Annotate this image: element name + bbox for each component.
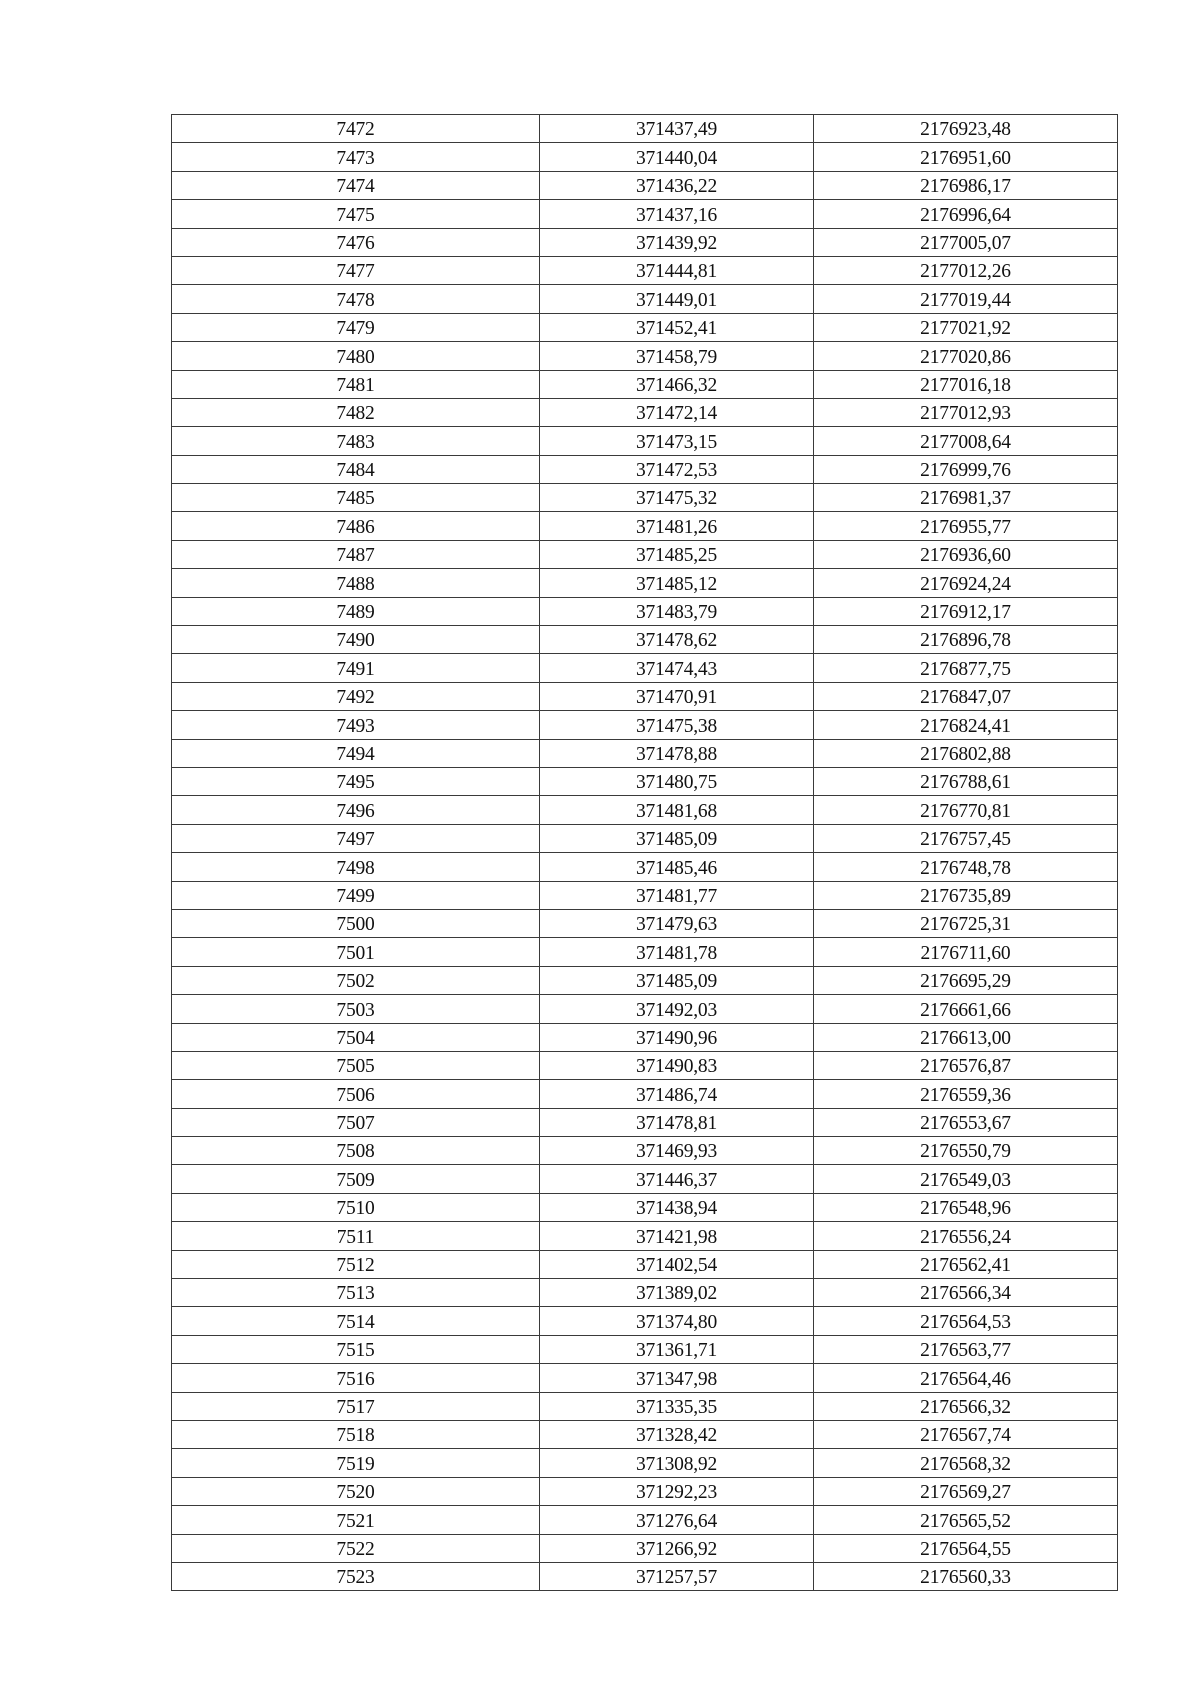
x-coordinate-cell: 371440,04 <box>540 143 814 171</box>
table-row <box>172 1193 1118 1221</box>
point-number-cell: 7513 <box>172 1279 540 1307</box>
x-coordinate-cell: 371361,71 <box>540 1335 814 1363</box>
x-coordinate-cell: 371438,94 <box>540 1193 814 1221</box>
table-row <box>172 171 1118 199</box>
table-row <box>172 1080 1118 1108</box>
table-row <box>172 484 1118 512</box>
y-coordinate-cell: 2176757,45 <box>814 824 1118 852</box>
x-coordinate-cell: 371449,01 <box>540 285 814 313</box>
y-coordinate-cell: 2176566,32 <box>814 1392 1118 1420</box>
point-number-cell: 7520 <box>172 1477 540 1505</box>
table-row <box>172 1165 1118 1193</box>
x-coordinate-cell: 371452,41 <box>540 313 814 341</box>
x-coordinate-cell: 371483,79 <box>540 597 814 625</box>
y-coordinate-cell: 2176565,52 <box>814 1506 1118 1534</box>
y-coordinate-cell: 2177016,18 <box>814 370 1118 398</box>
x-coordinate-cell: 371478,81 <box>540 1108 814 1136</box>
point-number-cell: 7503 <box>172 995 540 1023</box>
table-row <box>172 881 1118 909</box>
y-coordinate-cell: 2176548,96 <box>814 1193 1118 1221</box>
table-row <box>172 1449 1118 1477</box>
y-coordinate-cell: 2176556,24 <box>814 1222 1118 1250</box>
table-row <box>172 654 1118 682</box>
table-row <box>172 938 1118 966</box>
point-number-cell: 7487 <box>172 540 540 568</box>
y-coordinate-cell: 2176562,41 <box>814 1250 1118 1278</box>
point-number-cell: 7510 <box>172 1193 540 1221</box>
y-coordinate-cell: 2176567,74 <box>814 1420 1118 1448</box>
point-number-cell: 7473 <box>172 143 540 171</box>
y-coordinate-cell: 2176877,75 <box>814 654 1118 682</box>
y-coordinate-cell: 2176711,60 <box>814 938 1118 966</box>
x-coordinate-cell: 371490,83 <box>540 1051 814 1079</box>
point-number-cell: 7523 <box>172 1562 540 1590</box>
y-coordinate-cell: 2176986,17 <box>814 171 1118 199</box>
y-coordinate-cell: 2177021,92 <box>814 313 1118 341</box>
x-coordinate-cell: 371475,38 <box>540 711 814 739</box>
y-coordinate-cell: 2176923,48 <box>814 115 1118 143</box>
y-coordinate-cell: 2177008,64 <box>814 427 1118 455</box>
x-coordinate-cell: 371486,74 <box>540 1080 814 1108</box>
table-row <box>172 626 1118 654</box>
x-coordinate-cell: 371485,09 <box>540 824 814 852</box>
table-row <box>172 256 1118 284</box>
y-coordinate-cell: 2176748,78 <box>814 853 1118 881</box>
point-number-cell: 7495 <box>172 767 540 795</box>
y-coordinate-cell: 2177020,86 <box>814 342 1118 370</box>
y-coordinate-cell: 2177019,44 <box>814 285 1118 313</box>
y-coordinate-cell: 2176560,33 <box>814 1562 1118 1590</box>
table-row <box>172 342 1118 370</box>
y-coordinate-cell: 2176788,61 <box>814 767 1118 795</box>
x-coordinate-cell: 371478,88 <box>540 739 814 767</box>
y-coordinate-cell: 2176951,60 <box>814 143 1118 171</box>
table-row <box>172 569 1118 597</box>
point-number-cell: 7472 <box>172 115 540 143</box>
point-number-cell: 7504 <box>172 1023 540 1051</box>
x-coordinate-cell: 371276,64 <box>540 1506 814 1534</box>
table-row <box>172 143 1118 171</box>
point-number-cell: 7500 <box>172 909 540 937</box>
table-row <box>172 1137 1118 1165</box>
x-coordinate-cell: 371481,78 <box>540 938 814 966</box>
table-row <box>172 1250 1118 1278</box>
y-coordinate-cell: 2177012,26 <box>814 256 1118 284</box>
table-row <box>172 540 1118 568</box>
x-coordinate-cell: 371485,12 <box>540 569 814 597</box>
x-coordinate-cell: 371469,93 <box>540 1137 814 1165</box>
x-coordinate-cell: 371446,37 <box>540 1165 814 1193</box>
point-number-cell: 7507 <box>172 1108 540 1136</box>
table-row <box>172 597 1118 625</box>
point-number-cell: 7508 <box>172 1137 540 1165</box>
point-number-cell: 7522 <box>172 1534 540 1562</box>
point-number-cell: 7496 <box>172 796 540 824</box>
coordinates-table-body <box>172 115 1118 1591</box>
point-number-cell: 7489 <box>172 597 540 625</box>
point-number-cell: 7498 <box>172 853 540 881</box>
x-coordinate-cell: 371474,43 <box>540 654 814 682</box>
y-coordinate-cell: 2176802,88 <box>814 739 1118 767</box>
y-coordinate-cell: 2176936,60 <box>814 540 1118 568</box>
table-row <box>172 370 1118 398</box>
point-number-cell: 7482 <box>172 398 540 426</box>
table-row <box>172 853 1118 881</box>
table-row <box>172 711 1118 739</box>
table-row <box>172 995 1118 1023</box>
table-row <box>172 767 1118 795</box>
y-coordinate-cell: 2176564,55 <box>814 1534 1118 1562</box>
table-row <box>172 455 1118 483</box>
x-coordinate-cell: 371470,91 <box>540 682 814 710</box>
y-coordinate-cell: 2176735,89 <box>814 881 1118 909</box>
point-number-cell: 7488 <box>172 569 540 597</box>
y-coordinate-cell: 2176770,81 <box>814 796 1118 824</box>
y-coordinate-cell: 2176559,36 <box>814 1080 1118 1108</box>
x-coordinate-cell: 371266,92 <box>540 1534 814 1562</box>
table-row <box>172 1335 1118 1363</box>
x-coordinate-cell: 371374,80 <box>540 1307 814 1335</box>
point-number-cell: 7511 <box>172 1222 540 1250</box>
table-row <box>172 285 1118 313</box>
table-row <box>172 398 1118 426</box>
y-coordinate-cell: 2176613,00 <box>814 1023 1118 1051</box>
x-coordinate-cell: 371485,25 <box>540 540 814 568</box>
point-number-cell: 7499 <box>172 881 540 909</box>
table-row <box>172 313 1118 341</box>
point-number-cell: 7481 <box>172 370 540 398</box>
point-number-cell: 7491 <box>172 654 540 682</box>
point-number-cell: 7501 <box>172 938 540 966</box>
point-number-cell: 7492 <box>172 682 540 710</box>
x-coordinate-cell: 371490,96 <box>540 1023 814 1051</box>
table-row <box>172 966 1118 994</box>
table-row <box>172 1477 1118 1505</box>
table-row <box>172 1279 1118 1307</box>
table-row <box>172 1534 1118 1562</box>
y-coordinate-cell: 2176568,32 <box>814 1449 1118 1477</box>
y-coordinate-cell: 2176695,29 <box>814 966 1118 994</box>
x-coordinate-cell: 371402,54 <box>540 1250 814 1278</box>
y-coordinate-cell: 2177012,93 <box>814 398 1118 426</box>
point-number-cell: 7494 <box>172 739 540 767</box>
point-number-cell: 7517 <box>172 1392 540 1420</box>
y-coordinate-cell: 2176549,03 <box>814 1165 1118 1193</box>
y-coordinate-cell: 2176996,64 <box>814 200 1118 228</box>
point-number-cell: 7478 <box>172 285 540 313</box>
x-coordinate-cell: 371480,75 <box>540 767 814 795</box>
x-coordinate-cell: 371481,26 <box>540 512 814 540</box>
x-coordinate-cell: 371436,22 <box>540 171 814 199</box>
point-number-cell: 7479 <box>172 313 540 341</box>
table-row <box>172 824 1118 852</box>
y-coordinate-cell: 2176566,34 <box>814 1279 1118 1307</box>
y-coordinate-cell: 2176824,41 <box>814 711 1118 739</box>
x-coordinate-cell: 371485,09 <box>540 966 814 994</box>
point-number-cell: 7515 <box>172 1335 540 1363</box>
point-number-cell: 7506 <box>172 1080 540 1108</box>
table-row <box>172 512 1118 540</box>
x-coordinate-cell: 371492,03 <box>540 995 814 1023</box>
table-row <box>172 1222 1118 1250</box>
x-coordinate-cell: 371473,15 <box>540 427 814 455</box>
x-coordinate-cell: 371437,49 <box>540 115 814 143</box>
x-coordinate-cell: 371389,02 <box>540 1279 814 1307</box>
point-number-cell: 7480 <box>172 342 540 370</box>
x-coordinate-cell: 371481,68 <box>540 796 814 824</box>
point-number-cell: 7518 <box>172 1420 540 1448</box>
point-number-cell: 7485 <box>172 484 540 512</box>
x-coordinate-cell: 371444,81 <box>540 256 814 284</box>
table-row <box>172 1420 1118 1448</box>
table-row <box>172 1506 1118 1534</box>
x-coordinate-cell: 371437,16 <box>540 200 814 228</box>
x-coordinate-cell: 371439,92 <box>540 228 814 256</box>
table-row <box>172 1307 1118 1335</box>
point-number-cell: 7484 <box>172 455 540 483</box>
table-row <box>172 1051 1118 1079</box>
table-row <box>172 1364 1118 1392</box>
y-coordinate-cell: 2176847,07 <box>814 682 1118 710</box>
x-coordinate-cell: 371481,77 <box>540 881 814 909</box>
point-number-cell: 7512 <box>172 1250 540 1278</box>
y-coordinate-cell: 2176912,17 <box>814 597 1118 625</box>
point-number-cell: 7521 <box>172 1506 540 1534</box>
table-row <box>172 1108 1118 1136</box>
y-coordinate-cell: 2177005,07 <box>814 228 1118 256</box>
table-row <box>172 228 1118 256</box>
table-row <box>172 1023 1118 1051</box>
y-coordinate-cell: 2176550,79 <box>814 1137 1118 1165</box>
x-coordinate-cell: 371328,42 <box>540 1420 814 1448</box>
y-coordinate-cell: 2176564,53 <box>814 1307 1118 1335</box>
point-number-cell: 7509 <box>172 1165 540 1193</box>
x-coordinate-cell: 371479,63 <box>540 909 814 937</box>
x-coordinate-cell: 371335,35 <box>540 1392 814 1420</box>
y-coordinate-cell: 2176981,37 <box>814 484 1118 512</box>
point-number-cell: 7493 <box>172 711 540 739</box>
coordinates-table <box>171 114 1118 1591</box>
table-row <box>172 739 1118 767</box>
point-number-cell: 7476 <box>172 228 540 256</box>
x-coordinate-cell: 371292,23 <box>540 1477 814 1505</box>
point-number-cell: 7474 <box>172 171 540 199</box>
y-coordinate-cell: 2176553,67 <box>814 1108 1118 1136</box>
point-number-cell: 7483 <box>172 427 540 455</box>
point-number-cell: 7519 <box>172 1449 540 1477</box>
table-row <box>172 1562 1118 1590</box>
y-coordinate-cell: 2176896,78 <box>814 626 1118 654</box>
x-coordinate-cell: 371478,62 <box>540 626 814 654</box>
point-number-cell: 7490 <box>172 626 540 654</box>
y-coordinate-cell: 2176576,87 <box>814 1051 1118 1079</box>
point-number-cell: 7497 <box>172 824 540 852</box>
y-coordinate-cell: 2176955,77 <box>814 512 1118 540</box>
table-row <box>172 909 1118 937</box>
x-coordinate-cell: 371475,32 <box>540 484 814 512</box>
point-number-cell: 7486 <box>172 512 540 540</box>
table-row <box>172 200 1118 228</box>
x-coordinate-cell: 371485,46 <box>540 853 814 881</box>
x-coordinate-cell: 371308,92 <box>540 1449 814 1477</box>
x-coordinate-cell: 371257,57 <box>540 1562 814 1590</box>
table-row <box>172 115 1118 143</box>
x-coordinate-cell: 371421,98 <box>540 1222 814 1250</box>
point-number-cell: 7514 <box>172 1307 540 1335</box>
x-coordinate-cell: 371472,53 <box>540 455 814 483</box>
x-coordinate-cell: 371466,32 <box>540 370 814 398</box>
y-coordinate-cell: 2176564,46 <box>814 1364 1118 1392</box>
x-coordinate-cell: 371347,98 <box>540 1364 814 1392</box>
y-coordinate-cell: 2176999,76 <box>814 455 1118 483</box>
y-coordinate-cell: 2176725,31 <box>814 909 1118 937</box>
point-number-cell: 7475 <box>172 200 540 228</box>
table-row <box>172 1392 1118 1420</box>
y-coordinate-cell: 2176569,27 <box>814 1477 1118 1505</box>
point-number-cell: 7502 <box>172 966 540 994</box>
point-number-cell: 7516 <box>172 1364 540 1392</box>
y-coordinate-cell: 2176661,66 <box>814 995 1118 1023</box>
x-coordinate-cell: 371458,79 <box>540 342 814 370</box>
table-row <box>172 682 1118 710</box>
table-row <box>172 427 1118 455</box>
x-coordinate-cell: 371472,14 <box>540 398 814 426</box>
y-coordinate-cell: 2176924,24 <box>814 569 1118 597</box>
point-number-cell: 7477 <box>172 256 540 284</box>
point-number-cell: 7505 <box>172 1051 540 1079</box>
y-coordinate-cell: 2176563,77 <box>814 1335 1118 1363</box>
table-row <box>172 796 1118 824</box>
